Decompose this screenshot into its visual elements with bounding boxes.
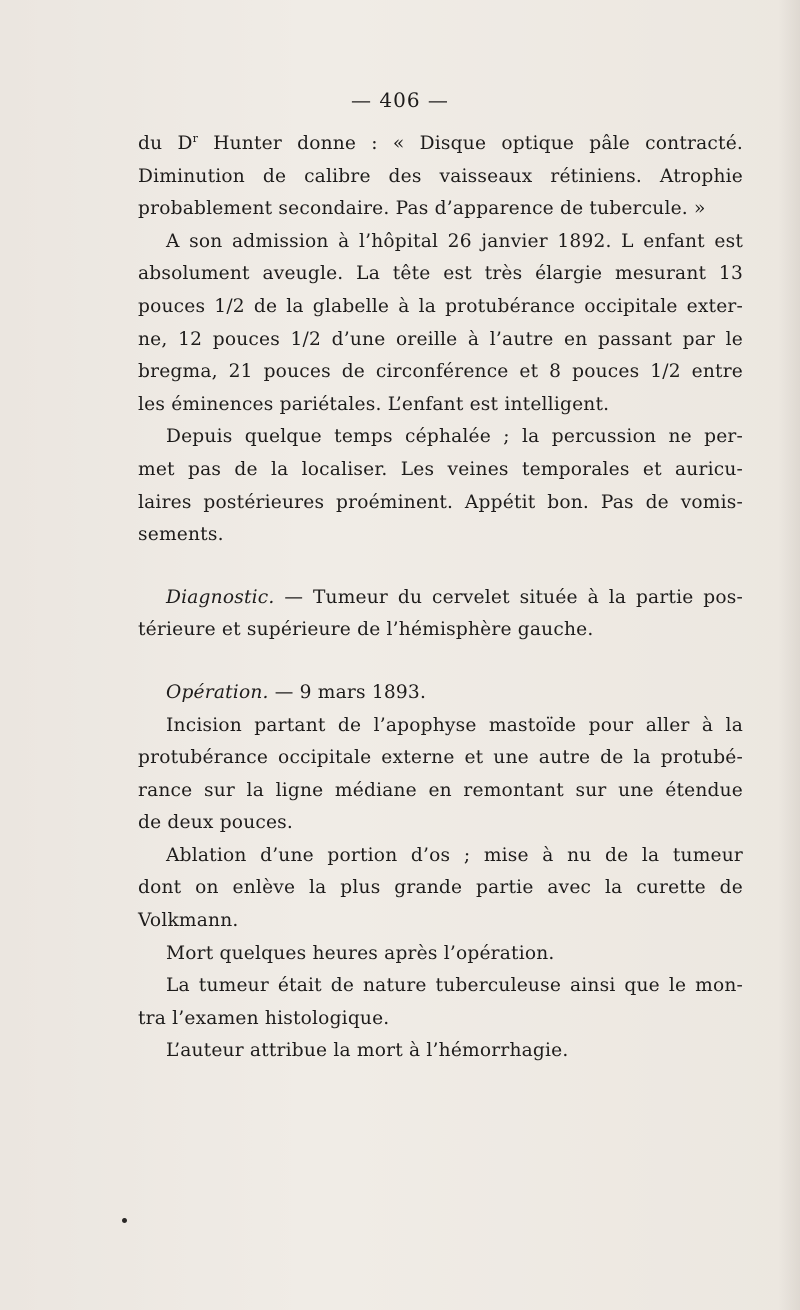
text-line: les éminences pariétales. L’enfant est intelligent. — [138, 393, 610, 415]
text-line — [138, 677, 743, 710]
section-label-operation: Opération. — [166, 681, 269, 703]
text-line: protubérance occipitale externe et une autre de la protubé- — [138, 747, 743, 769]
text-fragment: — 9 mars 1893. — [268, 681, 427, 703]
text-line: La tumeur était de nature tuberculeuse ainsi que le mon- — [166, 975, 743, 997]
text-line: Ablation d’une portion d’os ; mise à nu de la tumeur — [166, 844, 743, 866]
text-line: met pas de la localiser. Les veines temporales et auricu- — [138, 458, 743, 480]
text-line: ne, 12 pouces 1/2 d’une oreille à l’autre en passant par le — [138, 328, 743, 350]
text-line — [138, 582, 743, 615]
text-line: Incision partant de l’apophyse mastoïde pour aller à la — [166, 714, 743, 736]
text-fragment: du D — [138, 133, 193, 154]
text-line: bregma, 21 pouces de circonférence et 8 pouces 1/2 entre — [138, 361, 743, 383]
page-number: — 406 — — [351, 88, 449, 112]
text-line: rance sur la ligne médiane en remontant sur une étendue — [138, 779, 743, 801]
text-line: L’auteur attribue la mort à l’hémorrhagie. — [166, 1040, 569, 1062]
text-line: A son admission à l’hôpital 26 janvier 1892. L enfant est — [166, 230, 743, 252]
text-line: probablement secondaire. Pas d’apparence de tubercule. » — [138, 198, 706, 220]
page-edge-shadow — [778, 0, 800, 1310]
text-line: térieure et supérieure de l’hémisphère gauche. — [138, 619, 594, 641]
ink-speck — [122, 1218, 127, 1223]
text-fragment: — Tumeur du cervelet située à la partie pos- — [274, 586, 743, 608]
text-line — [138, 128, 743, 161]
section-label-diagnostic: Diagnostic. — [166, 586, 275, 608]
text-line: Diminution de calibre des vaisseaux rétiniens. Atrophie — [138, 165, 743, 187]
page-body — [138, 128, 743, 1068]
text-line: absolument aveugle. La tête est très élargie mesurant 13 — [138, 263, 743, 285]
text-line: dont on enlève la plus grande partie avec la curette de — [138, 877, 743, 899]
text-line: sements. — [138, 524, 224, 546]
text-line: Volkmann. — [138, 910, 239, 932]
section-gap — [138, 552, 743, 582]
superscript: r — [192, 131, 199, 145]
text-line: Depuis quelque temps céphalée ; la percussion ne per- — [166, 426, 743, 448]
section-gap — [138, 647, 743, 677]
text-line: tra l’examen histologique. — [138, 1007, 390, 1029]
text-fragment: Hunter donne : « Disque optique pâle contracté. — [198, 133, 744, 154]
text-line: pouces 1/2 de la glabelle à la protubérance occipitale exter- — [138, 295, 743, 317]
text-line: laires postérieures proéminent. Appétit bon. Pas de vomis- — [138, 491, 743, 513]
text-line: Mort quelques heures après l’opération. — [166, 942, 555, 964]
text-line: de deux pouces. — [138, 812, 294, 834]
